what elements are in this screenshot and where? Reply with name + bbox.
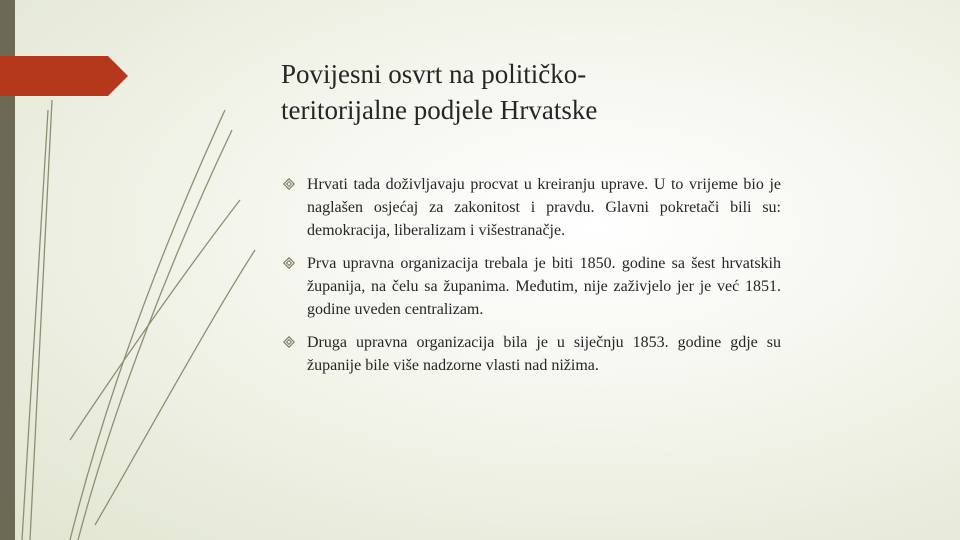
bullet-list [283, 173, 781, 387]
title-line-1: Povijesni osvrt na političko- [281, 59, 587, 89]
bullet-item [283, 173, 781, 242]
title-arrow-accent [0, 56, 128, 96]
title-line-2: teritorijalne podjele Hrvatske [281, 95, 598, 125]
diamond-outline-icon [283, 336, 295, 348]
diamond-outline-icon [283, 257, 295, 269]
slide-title [281, 56, 881, 128]
bullet-item [283, 331, 781, 377]
bullet-text: Prva upravna organizacija trebala je biti 1850. godine sa šest hrvatskih županija, na čelu sa županima. Međutim, nije zaživjelo jer je već 1851. godine uveden centralizam. [307, 255, 781, 318]
diamond-outline-icon [283, 178, 295, 190]
bullet-text: Hrvati tada doživljavaju procvat u kreiranju uprave. U to vrijeme bio je naglašen osjećaj za zakonitost i pravdu. Glavni pokretači bili su: demokracija, liberalizam i višestranačje. [307, 176, 781, 239]
bullet-text: Druga upravna organizacija bila je u siječnju 1853. godine gdje su županije bile više nadzorne vlasti nad nižima. [307, 334, 781, 374]
bullet-item [283, 252, 781, 321]
